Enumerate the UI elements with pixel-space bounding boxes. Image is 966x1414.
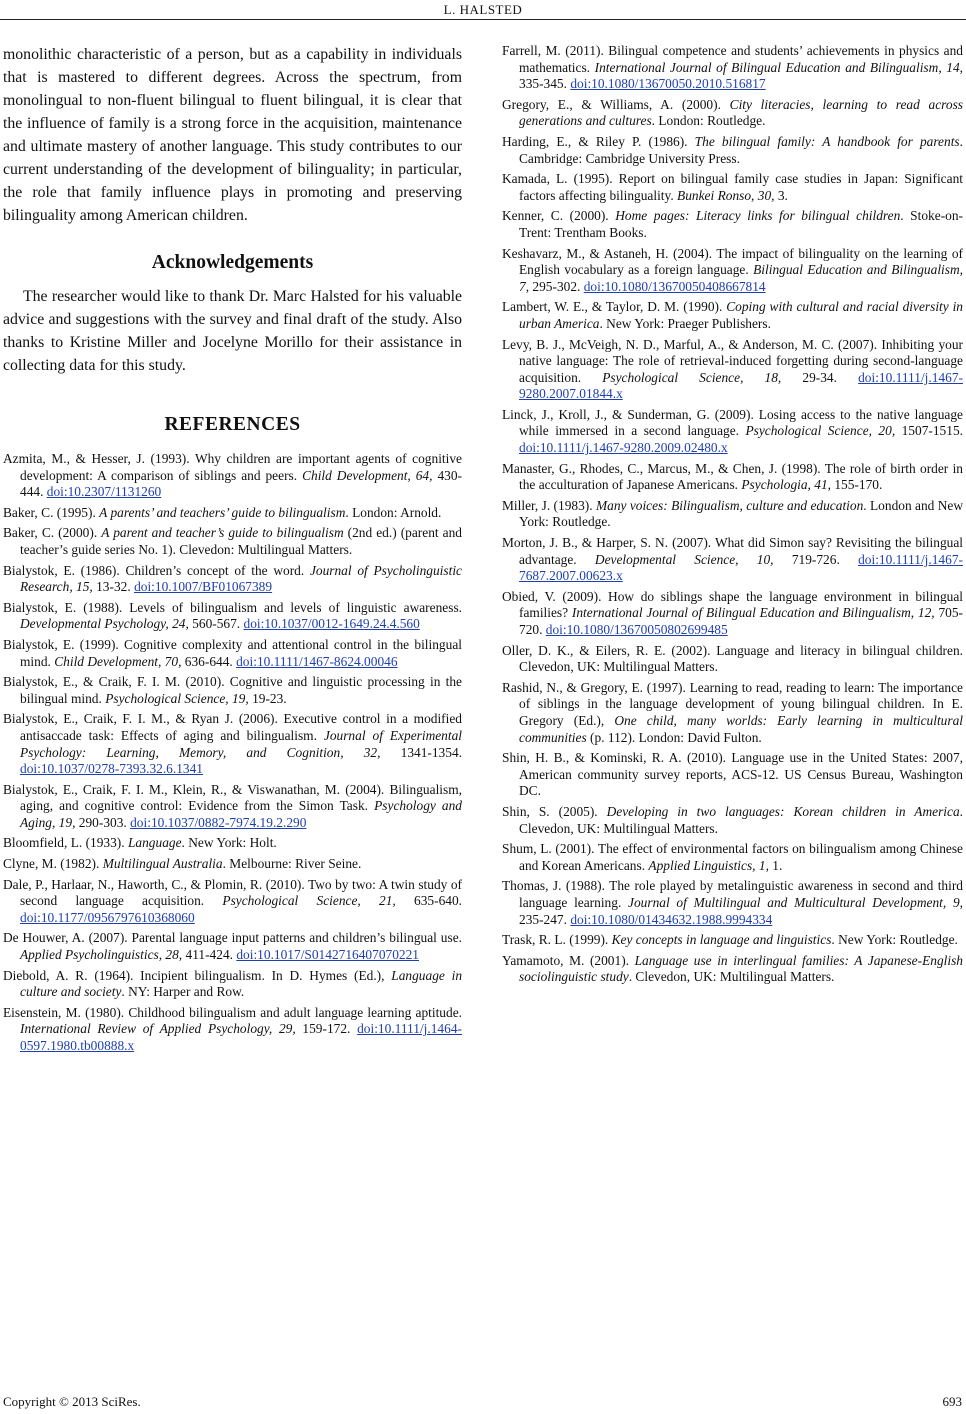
reference-source: Developmental Psychology, 24,	[20, 616, 189, 632]
reference-source: Psychology and Aging, 19,	[20, 798, 463, 830]
reference-entry	[502, 932, 963, 949]
reference-text: Clyne, M. (1982).	[3, 856, 103, 872]
reference-entry	[502, 680, 963, 746]
reference-text: Trask, R. L. (1999).	[502, 932, 612, 948]
reference-text: 159-172.	[295, 1021, 358, 1037]
reference-source: Home pages: Literacy links for bilingual children	[615, 208, 901, 224]
reference-source: Psychological Science, 20,	[745, 423, 896, 439]
reference-entry	[3, 968, 462, 1001]
reference-text: . New York: Routledge.	[831, 932, 958, 948]
reference-source: Child Development, 64,	[302, 467, 433, 483]
reference-source: Psychological Science, 18,	[602, 369, 782, 385]
reference-source: Psychologia, 41,	[741, 477, 831, 493]
reference-text: Morton, J. B., & Harper, S. N. (2007). What did Simon say? Revisiting the bilingual advantage.	[502, 535, 963, 567]
reference-text: Bialystok, E., Craik, F. I. M., & Ryan J. (2006). Executive control in a modified antisaccade task: Effects of aging and bilingualism.	[3, 711, 462, 743]
reference-entry	[502, 643, 963, 676]
reference-entry	[502, 337, 963, 403]
reference-text: Bialystok, E. (1988). Levels of bilingualism and levels of linguistic awareness.	[3, 599, 462, 615]
reference-source: Journal of Multilingual and Multicultural Development, 9,	[628, 894, 963, 910]
doi-link[interactable]: doi:10.1080/13670050408667814	[583, 278, 766, 294]
reference-source: A parents’ and teachers’ guide to bilingualism	[99, 504, 346, 520]
doi-link[interactable]: doi:10.1111/j.1467-9280.2007.01844.x	[519, 369, 963, 402]
doi-link[interactable]: doi:10.1111/j.1467-9280.2009.02480.x	[519, 440, 728, 456]
reference-text: Shum, L. (2001). The effect of environmental factors on bilingualism among Chinese and Korean Americans.	[502, 841, 963, 873]
reference-entry	[502, 498, 963, 531]
reference-source: Coping with cultural and racial diversity in urban America	[519, 299, 964, 331]
reference-source: Language	[127, 835, 182, 851]
reference-text: Thomas, J. (1988). The role played by metalinguistic awareness in second and third language learning.	[502, 878, 963, 910]
reference-source: International Journal of Bilingual Education and Bilingualism, 12,	[571, 605, 935, 621]
reference-text: Dale, P., Harlaar, N., Haworth, C., & Plomin, R. (2010). Two by two: A twin study of second language acquisition.	[3, 876, 462, 909]
doi-link[interactable]: doi:10.1037/0012-1649.24.4.560	[243, 616, 420, 632]
reference-text: Diebold, A. R. (1964). Incipient bilingualism. In D. Hymes (Ed.),	[3, 967, 392, 983]
reference-entry	[3, 711, 462, 777]
doi-link[interactable]: doi:10.1111/j.1464-0597.1980.tb00888.x	[20, 1021, 462, 1053]
reference-text: 290-303.	[75, 814, 131, 830]
running-head: L. HALSTED	[443, 2, 523, 17]
reference-text: Bialystok, E., Craik, F. I. M., Klein, R., & Viswanathan, M. (2004). Bilingualism, aging, and cognitive control: Evidence from the Simon Task.	[3, 781, 462, 814]
references-heading: REFERENCES	[164, 414, 301, 435]
reference-text: Lambert, W. E., & Taylor, D. M. (1990).	[502, 299, 727, 315]
reference-entry	[3, 563, 462, 596]
references-list-right	[502, 43, 963, 986]
reference-text: Linck, J., Kroll, J., & Sunderman, G. (2009). Losing access to the native language while immersed in a second language.	[502, 406, 963, 439]
reference-text: Eisenstein, M. (1980). Childhood bilingualism and adult language learning aptitude.	[3, 1004, 462, 1020]
reference-entry	[502, 208, 963, 241]
acknowledgements-heading: Acknowledgements	[151, 252, 314, 273]
page-number: 693	[942, 1394, 962, 1409]
reference-text: Gregory, E., & Williams, A. (2000).	[502, 96, 730, 112]
reference-text: 1.	[768, 857, 783, 873]
reference-entry	[3, 505, 462, 522]
reference-text: 13-32.	[92, 579, 135, 595]
reference-text: Harding, E., & Riley P. (1986).	[502, 133, 695, 149]
reference-text: 295-302.	[529, 278, 584, 294]
reference-text: . London: Arnold.	[345, 504, 442, 520]
doi-link[interactable]: doi:10.1080/13670050802699485	[545, 622, 728, 637]
reference-source: Journal of Experimental Psychology: Learning, Memory, and Cognition, 32,	[20, 727, 463, 760]
reference-text: Shin, H. B., & Kominski, R. A. (2010). Language use in the United States: 2007, American community survey reports, ACS-12. US Census Bureau, Washington DC.	[502, 750, 963, 799]
reference-text: , 335-345.	[519, 59, 964, 92]
reference-entry	[3, 877, 462, 927]
reference-entry	[502, 43, 963, 93]
reference-source: Applied Psycholinguistics, 28,	[20, 947, 183, 963]
reference-entry	[3, 782, 462, 832]
reference-source: Bilingual Education and Bilingualism, 7,	[519, 262, 963, 294]
reference-text: . Clevedon, UK: Multilingual Matters.	[628, 969, 835, 985]
reference-text: 705-720.	[519, 605, 963, 637]
reference-source: Applied Linguistics, 1,	[648, 857, 769, 873]
acknowledgements-text: The researcher would like to thank Dr. Marc Halsted for his valuable advice and suggestions with the survey and final draft of the study. Also thanks to Kristine Miller and Jocelyne Morillo for their assistance in collecting data for this study.	[3, 288, 462, 374]
reference-entry	[502, 171, 963, 204]
reference-entry	[502, 461, 963, 494]
reference-text: De Houwer, A. (2007). Parental language input patterns and children’s bilingual use.	[3, 930, 462, 946]
reference-entry	[502, 750, 963, 800]
reference-text: . Cambridge: Cambridge University Press.	[519, 133, 963, 166]
doi-link[interactable]: doi:10.2307/1131260	[46, 484, 162, 500]
doi-link[interactable]: doi:10.1017/S0142716407070221	[236, 947, 419, 963]
reference-entry	[502, 535, 963, 585]
reference-text: Kamada, L. (1995). Report on bilingual family case studies in Japan: Significant factors affecting bilinguality.	[502, 171, 963, 203]
reference-source: Bunkei Ronso, 30,	[677, 187, 775, 203]
reference-text: 29-34.	[781, 369, 859, 385]
doi-link[interactable]: doi:10.1037/0278-7393.32.6.1341	[20, 761, 204, 777]
reference-text: Yamamoto, M. (2001).	[502, 952, 635, 968]
reference-source: One child, many worlds: Early learning in multicultural communities	[519, 712, 963, 745]
reference-text: 155-170.	[831, 477, 883, 493]
reference-entry	[502, 246, 963, 296]
reference-text: 1341-1354.	[380, 744, 462, 760]
reference-entry	[502, 841, 963, 874]
reference-text: (2nd ed.) (parent and teacher’s guide series No. 1). Clevedon: Multilingual Matters.	[20, 525, 462, 557]
reference-source: Key concepts in language and linguistics	[611, 932, 832, 948]
doi-link[interactable]: doi:10.1037/0882-7974.19.2.290	[130, 814, 307, 830]
footer-copyright: Copyright © 2013 SciRes.	[3, 1394, 141, 1409]
reference-entry	[502, 878, 963, 928]
reference-text: 719-726.	[773, 551, 859, 567]
header-rule	[0, 19, 966, 20]
intro-paragraph: monolithic characteristic of a person, but as a capability in individuals that is mastered to different degrees. Across the spectrum, from monolingual to non-fluent bilingual to fluent bilingual, it is clear that the influence of family is a strong force in the acquisition, maintenance and ultimate mastery of another language. This study contributes to our current understanding of the development of bilinguality; in particular, the role that family influence plays in promoting and preserving bilinguality among American children.	[3, 46, 462, 224]
references-list-left	[3, 451, 462, 1055]
reference-text: Shin, S. (2005).	[502, 803, 607, 819]
reference-text: . Melbourne: River Seine.	[222, 856, 362, 872]
reference-entry	[502, 953, 963, 986]
reference-text: 235-247.	[519, 911, 571, 927]
reference-text: . New York: Holt.	[181, 835, 277, 851]
reference-source: Language in culture and society	[20, 967, 463, 1000]
reference-text: Azmita, M., & Hesser, J. (1993). Why children are important agents of cognitive development: A comparison of siblings and peers.	[3, 451, 462, 483]
reference-entry	[3, 930, 462, 963]
reference-entry	[3, 451, 462, 501]
reference-source: International Journal of Bilingual Education and Bilingualism, 14	[594, 59, 960, 75]
reference-source: Language use in interlingual families: A Japanese-English sociolinguistic study	[519, 952, 964, 985]
reference-text: Rashid, N., & Gregory, E. (1997). Learning to read, reading to learn: The importance of siblings in the language development of young bilingual children. In E. Gregory (Ed.),	[502, 679, 963, 728]
reference-text: Bialystok, E. (1986). Children’s concept of the word.	[3, 562, 310, 578]
reference-source: Developmental Science, 10,	[594, 551, 774, 567]
doi-link[interactable]: doi:10.1111/j.1467-7687.2007.00623.x	[519, 551, 963, 584]
reference-source: Developing in two languages: Korean children in America	[606, 803, 960, 819]
reference-text: 635-640.	[395, 893, 463, 909]
reference-text: Bialystok, E. (1999). Cognitive complexity and attentional control in the bilingual mind.	[3, 636, 462, 669]
reference-entry	[502, 299, 963, 332]
reference-source: International Review of Applied Psychology, 29,	[20, 1021, 296, 1037]
reference-text: Bialystok, E., & Craik, F. I. M. (2010). Cognitive and linguistic processing in the bilingual mind.	[3, 674, 462, 706]
reference-text: . NY: Harper and Row.	[121, 984, 245, 1000]
reference-entry	[502, 134, 963, 167]
reference-text: Obied, V. (2009). How do siblings shape the language environment in bilingual families?	[502, 588, 963, 621]
reference-entry	[3, 835, 462, 852]
reference-text: Baker, C. (2000).	[3, 525, 102, 541]
reference-source: Psychological Science, 21,	[222, 893, 396, 909]
reference-text: (p. 112). London: David Fulton.	[586, 729, 762, 745]
reference-text: Levy, B. J., McVeigh, N. D., Marful, A., & Anderson, M. C. (2007). Inhibiting your native language: The role of retrieval-induced forgetting during second-language acquisition.	[502, 336, 963, 385]
doi-link[interactable]: doi:10.1111/1467-8624.00046	[236, 653, 398, 669]
reference-entry	[3, 637, 462, 670]
reference-text: . New York: Praeger Publishers.	[599, 315, 771, 331]
reference-source: Journal of Psycholinguistic Research, 15,	[20, 562, 462, 595]
reference-entry	[3, 674, 462, 707]
reference-source: City literacies, learning to read across generations and cultures	[519, 96, 963, 129]
reference-text: 3.	[774, 187, 788, 203]
reference-text: Keshavarz, M., & Astaneh, H. (2004). The impact of bilinguality on the learning of English vocabulary as a foreign language.	[502, 245, 963, 278]
reference-text: Oller, D. K., & Eilers, R. E. (2002). Language and literacy in bilingual children. Clevedon, UK: Multilingual Matters.	[502, 642, 963, 675]
reference-text: Baker, C. (1995).	[3, 504, 100, 520]
doi-link[interactable]: doi:10.1080/01434632.1988.9994334	[570, 911, 773, 927]
reference-text: . Clevedon, UK: Multilingual Matters.	[519, 803, 964, 836]
reference-source: Multilingual Australia	[102, 856, 223, 872]
reference-source: A parent and teacher’s guide to bilingualism	[101, 525, 344, 541]
reference-text: Kenner, C. (2000).	[502, 208, 616, 224]
reference-text: 411-424.	[182, 947, 237, 963]
reference-text: . London: Routledge.	[651, 113, 766, 129]
reference-source: Psychological Science, 19,	[105, 690, 249, 706]
reference-entry	[3, 1005, 462, 1055]
left-column	[3, 43, 462, 1059]
reference-text: 636-644.	[181, 653, 237, 669]
doi-link[interactable]: doi:10.1007/BF01067389	[134, 579, 273, 595]
reference-entry	[3, 856, 462, 873]
reference-entry	[502, 407, 963, 457]
right-column	[502, 43, 963, 990]
reference-text: 19-23.	[248, 690, 287, 706]
reference-text: . Stoke-on-Trent: Trentham Books.	[519, 208, 963, 240]
reference-text: 560-567.	[188, 616, 244, 632]
reference-text: 430-444.	[20, 467, 462, 500]
reference-source: The bilingual family: A handbook for parents	[694, 133, 960, 149]
reference-source: Many voices: Bilingualism, culture and education	[595, 497, 864, 513]
reference-text: Manaster, G., Rhodes, C., Marcus, M., & Chen, J. (1998). The role of birth order in the acculturation of Japanese Americans.	[502, 460, 963, 493]
reference-entry	[502, 589, 963, 639]
doi-link[interactable]: doi:10.1177/0956797610368060	[20, 909, 195, 925]
reference-text: Bloomfield, L. (1933).	[3, 835, 128, 851]
reference-source: Child Development, 70,	[54, 653, 182, 669]
doi-link[interactable]: doi:10.1080/13670050.2010.516817	[570, 76, 766, 92]
reference-text: . London and New York: Routledge.	[519, 497, 963, 530]
reference-text: 1507-1515.	[895, 423, 963, 439]
reference-text: Miller, J. (1983).	[502, 497, 596, 513]
reference-entry	[502, 97, 963, 130]
reference-entry	[502, 804, 963, 837]
reference-text: Farrell, M. (2011). Bilingual competence and students’ achievements in physics and mathematics.	[502, 43, 963, 75]
reference-entry	[3, 600, 462, 633]
reference-entry	[3, 525, 462, 558]
